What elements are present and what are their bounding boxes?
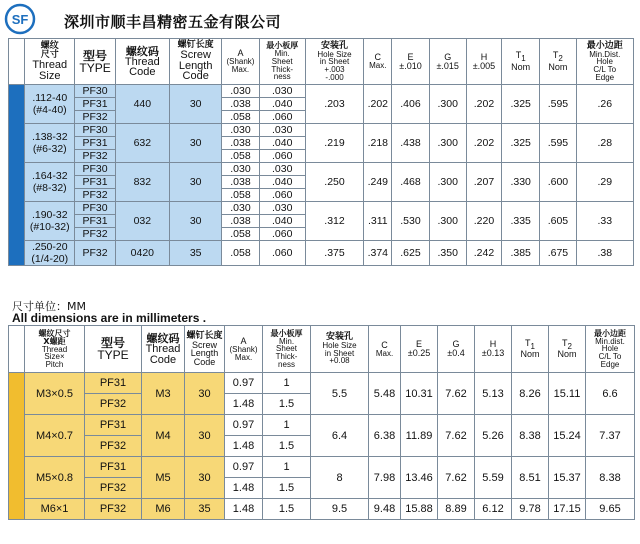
col-thread-size-pitch: 螺纹尺寸 X螺距 Thread Size× Pitch bbox=[25, 326, 85, 373]
code-cell: M4 bbox=[142, 415, 185, 457]
type-cell: PF32 bbox=[75, 111, 115, 124]
col-min-edge: 最小边距 Min.Dist. Hole C/L To Edge bbox=[576, 39, 633, 85]
company-name: 深圳市顺丰昌精密五金有限公司 bbox=[64, 13, 282, 31]
min-sheet-cell: .040 bbox=[259, 176, 305, 189]
a-shank-cell: 0.97 bbox=[225, 457, 263, 478]
min-sheet-cell: .060 bbox=[259, 241, 305, 266]
edge-cell: .29 bbox=[576, 163, 633, 202]
edge-cell: 8.38 bbox=[586, 457, 635, 499]
c-cell: 9.48 bbox=[369, 499, 401, 520]
t1-cell: .325 bbox=[502, 85, 540, 124]
type-cell: PF30 bbox=[75, 202, 115, 215]
type-cell: PF31 bbox=[85, 415, 142, 436]
h-cell: .202 bbox=[466, 124, 501, 163]
thread-size-line: (#6-32) bbox=[32, 143, 67, 155]
h-cell: 5.26 bbox=[475, 415, 512, 457]
logo-text: SF bbox=[11, 12, 29, 27]
edge-cell: .33 bbox=[576, 202, 633, 241]
metric-side-label bbox=[9, 373, 25, 520]
c-cell: .202 bbox=[364, 85, 392, 124]
col-h: H ±0.13 bbox=[475, 326, 512, 373]
length-cell: 35 bbox=[185, 499, 225, 520]
thread-size-cell bbox=[25, 202, 75, 241]
a-shank-cell: 0.97 bbox=[225, 415, 263, 436]
t1-cell: 8.38 bbox=[512, 415, 549, 457]
table-row bbox=[9, 415, 635, 436]
type-cell: PF31 bbox=[75, 215, 115, 228]
col-e: E ±0.25 bbox=[401, 326, 438, 373]
h-cell: 5.59 bbox=[475, 457, 512, 499]
length-cell: 30 bbox=[185, 373, 225, 415]
thread-size-cell bbox=[25, 241, 75, 266]
col-hole-size: 安装孔 Hole Size in Sheet +0.08 bbox=[311, 326, 369, 373]
t1-cell: .335 bbox=[502, 202, 540, 241]
t2-cell: .595 bbox=[540, 124, 576, 163]
table-row bbox=[9, 499, 635, 520]
h-cell: .202 bbox=[466, 85, 501, 124]
t2-cell: .605 bbox=[540, 202, 576, 241]
min-sheet-cell: .030 bbox=[259, 85, 305, 98]
e-cell: 10.31 bbox=[401, 373, 438, 415]
edge-cell: .38 bbox=[576, 241, 633, 266]
h-cell: .220 bbox=[466, 202, 501, 241]
e-cell: 15.88 bbox=[401, 499, 438, 520]
t2-cell: .675 bbox=[540, 241, 576, 266]
edge-cell: 6.6 bbox=[586, 373, 635, 415]
min-sheet-cell: .060 bbox=[259, 150, 305, 163]
edge-cell: .28 bbox=[576, 124, 633, 163]
table-row bbox=[9, 202, 634, 215]
t1-cell: .325 bbox=[502, 124, 540, 163]
min-sheet-cell: 1 bbox=[263, 457, 311, 478]
min-sheet-cell: .040 bbox=[259, 215, 305, 228]
hole-cell: 5.5 bbox=[311, 373, 369, 415]
code-cell: M6 bbox=[142, 499, 185, 520]
hole-cell: .250 bbox=[305, 163, 363, 202]
thread-size-line: .250-20 bbox=[31, 241, 68, 253]
type-cell: PF32 bbox=[75, 150, 115, 163]
a-shank-cell: .038 bbox=[222, 98, 259, 111]
type-cell: PF32 bbox=[85, 499, 142, 520]
edge-cell: 9.65 bbox=[586, 499, 635, 520]
a-shank-cell: .058 bbox=[222, 241, 259, 266]
min-sheet-cell: 1 bbox=[263, 373, 311, 394]
g-cell: .300 bbox=[429, 124, 466, 163]
a-shank-cell: .030 bbox=[222, 85, 259, 98]
min-sheet-cell: 1.5 bbox=[263, 478, 311, 499]
min-sheet-cell: .030 bbox=[259, 124, 305, 137]
a-shank-cell: .038 bbox=[222, 176, 259, 189]
hole-cell: .312 bbox=[305, 202, 363, 241]
g-cell: .350 bbox=[429, 241, 466, 266]
hole-cell: 8 bbox=[311, 457, 369, 499]
thread-size-line: (#8-32) bbox=[32, 182, 67, 194]
t2-cell: 15.37 bbox=[549, 457, 586, 499]
col-type: 型号 TYPE bbox=[75, 39, 115, 85]
thread-size-cell: M4×0.7 bbox=[25, 415, 85, 457]
thread-size-cell bbox=[25, 124, 75, 163]
g-cell: 7.62 bbox=[438, 415, 475, 457]
c-cell: .218 bbox=[364, 124, 392, 163]
h-cell: 6.12 bbox=[475, 499, 512, 520]
e-cell: 11.89 bbox=[401, 415, 438, 457]
col-t2: $T_2$ Nom bbox=[540, 39, 576, 85]
a-shank-cell: 1.48 bbox=[225, 436, 263, 457]
metric-spec-table bbox=[8, 325, 635, 520]
a-shank-cell: .030 bbox=[222, 124, 259, 137]
type-cell: PF31 bbox=[75, 98, 115, 111]
unit-note-en: All dimensions are in millimeters . bbox=[12, 311, 207, 325]
t1-cell: .385 bbox=[502, 241, 540, 266]
col-t2: $T_2$ Nom bbox=[549, 326, 586, 373]
edge-cell: 7.37 bbox=[586, 415, 635, 457]
length-cell: 30 bbox=[185, 457, 225, 499]
col-min-sheet: 最小板厚 Min. Sheet Thick- ness bbox=[259, 39, 305, 85]
g-cell: 8.89 bbox=[438, 499, 475, 520]
e-cell: .406 bbox=[392, 85, 429, 124]
type-cell: PF32 bbox=[75, 228, 115, 241]
h-cell: 5.13 bbox=[475, 373, 512, 415]
hole-cell: .219 bbox=[305, 124, 363, 163]
thread-size-cell: M5×0.8 bbox=[25, 457, 85, 499]
e-cell: .530 bbox=[392, 202, 429, 241]
a-shank-cell: 1.48 bbox=[225, 394, 263, 415]
type-cell: PF32 bbox=[85, 394, 142, 415]
c-cell: .311 bbox=[364, 202, 392, 241]
metric-header-row bbox=[9, 326, 635, 373]
code-cell: M3 bbox=[142, 373, 185, 415]
a-shank-cell: .058 bbox=[222, 111, 259, 124]
page-header bbox=[0, 0, 640, 38]
col-thread-size: 螺纹 尺寸 Thread Size bbox=[25, 39, 75, 85]
col-c: C Max. bbox=[369, 326, 401, 373]
code-cell: 832 bbox=[115, 163, 169, 202]
a-shank-cell: .058 bbox=[222, 228, 259, 241]
type-cell: PF31 bbox=[75, 176, 115, 189]
min-sheet-cell: .040 bbox=[259, 137, 305, 150]
type-cell: PF32 bbox=[75, 241, 115, 266]
hole-cell: 9.5 bbox=[311, 499, 369, 520]
type-cell: PF30 bbox=[75, 124, 115, 137]
t2-cell: 17.15 bbox=[549, 499, 586, 520]
unified-header-row bbox=[9, 39, 634, 85]
min-sheet-cell: .030 bbox=[259, 202, 305, 215]
g-cell: 7.62 bbox=[438, 457, 475, 499]
a-shank-cell: 0.97 bbox=[225, 373, 263, 394]
type-cell: PF31 bbox=[85, 457, 142, 478]
thread-size-cell: M6×1 bbox=[25, 499, 85, 520]
a-shank-cell: .030 bbox=[222, 163, 259, 176]
unit-note-cn: 尺寸单位：MM bbox=[12, 300, 86, 313]
thread-size-line: (#10-32) bbox=[29, 221, 70, 233]
a-shank-cell: .038 bbox=[222, 137, 259, 150]
col-t1: $T_1$ Nom bbox=[512, 326, 549, 373]
col-t1: $T_1$ Nom bbox=[502, 39, 540, 85]
t1-cell: 9.78 bbox=[512, 499, 549, 520]
min-sheet-cell: .060 bbox=[259, 111, 305, 124]
min-sheet-cell: .030 bbox=[259, 163, 305, 176]
g-cell: .300 bbox=[429, 85, 466, 124]
t1-cell: 8.26 bbox=[512, 373, 549, 415]
table-row bbox=[9, 124, 634, 137]
e-cell: .468 bbox=[392, 163, 429, 202]
t2-cell: 15.11 bbox=[549, 373, 586, 415]
thread-size-line: .164-32 bbox=[31, 170, 68, 182]
col-thread-code: 螺纹码 Thread Code bbox=[142, 326, 185, 373]
col-min-edge: 最小边距 Min.dist. Hole C/L To Edge bbox=[586, 326, 635, 373]
table-row bbox=[9, 241, 634, 266]
code-cell: 0420 bbox=[115, 241, 169, 266]
table-row bbox=[9, 373, 635, 394]
thread-size-line: .112-40 bbox=[32, 92, 68, 104]
c-cell: .249 bbox=[364, 163, 392, 202]
col-c: C Max. bbox=[364, 39, 392, 85]
length-cell: 30 bbox=[170, 163, 222, 202]
unified-side-header bbox=[9, 39, 25, 85]
e-cell: .438 bbox=[392, 124, 429, 163]
g-cell: .300 bbox=[429, 163, 466, 202]
g-cell: 7.62 bbox=[438, 373, 475, 415]
code-cell: 632 bbox=[115, 124, 169, 163]
min-sheet-cell: .060 bbox=[259, 189, 305, 202]
thread-size-cell bbox=[25, 85, 75, 124]
length-cell: 30 bbox=[170, 124, 222, 163]
min-sheet-cell: 1.5 bbox=[263, 436, 311, 457]
min-sheet-cell: .040 bbox=[259, 98, 305, 111]
company-logo-icon bbox=[4, 3, 36, 35]
thread-size-line: .138-32 bbox=[31, 131, 68, 143]
min-sheet-cell: 1.5 bbox=[263, 499, 311, 520]
e-cell: .625 bbox=[392, 241, 429, 266]
thread-size-cell bbox=[25, 163, 75, 202]
col-a-shank: A (Shank) Max. bbox=[222, 39, 259, 85]
a-shank-cell: 1.48 bbox=[225, 478, 263, 499]
length-cell: 30 bbox=[170, 85, 222, 124]
col-min-sheet: 最小板厚 Min. Sheet Thick- ness bbox=[263, 326, 311, 373]
col-screw-length: 螺钉长度 Screw Length Code bbox=[170, 39, 222, 85]
h-cell: .242 bbox=[466, 241, 501, 266]
t1-cell: .330 bbox=[502, 163, 540, 202]
min-sheet-cell: 1 bbox=[263, 415, 311, 436]
table-row bbox=[9, 457, 635, 478]
code-cell: 032 bbox=[115, 202, 169, 241]
col-type: 型号 TYPE bbox=[85, 326, 142, 373]
t2-cell: .595 bbox=[540, 85, 576, 124]
h-cell: .207 bbox=[466, 163, 501, 202]
thread-size-line: .190-32 bbox=[31, 209, 68, 221]
a-shank-cell: .038 bbox=[222, 215, 259, 228]
code-cell: 440 bbox=[115, 85, 169, 124]
type-cell: PF30 bbox=[75, 163, 115, 176]
hole-cell: .375 bbox=[305, 241, 363, 266]
thread-size-cell: M3×0.5 bbox=[25, 373, 85, 415]
col-screw-length: 螺钉长度 Screw Length Code bbox=[185, 326, 225, 373]
type-cell: PF31 bbox=[85, 373, 142, 394]
col-h: H ±.005 bbox=[466, 39, 501, 85]
e-cell: 13.46 bbox=[401, 457, 438, 499]
length-cell: 30 bbox=[185, 415, 225, 457]
col-g: G ±.015 bbox=[429, 39, 466, 85]
type-cell: PF32 bbox=[85, 478, 142, 499]
edge-cell: .26 bbox=[576, 85, 633, 124]
a-shank-cell: 1.48 bbox=[225, 499, 263, 520]
type-cell: PF30 bbox=[75, 85, 115, 98]
c-cell: .374 bbox=[364, 241, 392, 266]
a-shank-cell: .058 bbox=[222, 189, 259, 202]
code-cell: M5 bbox=[142, 457, 185, 499]
col-thread-code: 螺纹码 Thread Code bbox=[115, 39, 169, 85]
length-cell: 30 bbox=[170, 202, 222, 241]
min-sheet-cell: 1.5 bbox=[263, 394, 311, 415]
min-sheet-cell: .060 bbox=[259, 228, 305, 241]
unified-side-label bbox=[9, 85, 25, 266]
g-cell: .300 bbox=[429, 202, 466, 241]
col-a-shank: A (Shank) Max. bbox=[225, 326, 263, 373]
t2-cell: .600 bbox=[540, 163, 576, 202]
col-hole-size: 安装孔 Hole Size in Sheet +.003 -.000 bbox=[305, 39, 363, 85]
table-row bbox=[9, 85, 634, 98]
c-cell: 6.38 bbox=[369, 415, 401, 457]
unified-spec-table bbox=[8, 38, 634, 266]
hole-cell: 6.4 bbox=[311, 415, 369, 457]
type-cell: PF31 bbox=[75, 137, 115, 150]
thread-size-line: (#4-40) bbox=[32, 104, 67, 116]
length-cell: 35 bbox=[170, 241, 222, 266]
a-shank-cell: .058 bbox=[222, 150, 259, 163]
col-e: E ±.010 bbox=[392, 39, 429, 85]
c-cell: 5.48 bbox=[369, 373, 401, 415]
type-cell: PF32 bbox=[85, 436, 142, 457]
t2-cell: 15.24 bbox=[549, 415, 586, 457]
a-shank-cell: .030 bbox=[222, 202, 259, 215]
metric-side-header bbox=[9, 326, 25, 373]
table-row bbox=[9, 163, 634, 176]
col-g: G ±0.4 bbox=[438, 326, 475, 373]
t1-cell: 8.51 bbox=[512, 457, 549, 499]
hole-cell: .203 bbox=[305, 85, 363, 124]
type-cell: PF32 bbox=[75, 189, 115, 202]
thread-size-line: (1/4-20) bbox=[31, 253, 69, 265]
c-cell: 7.98 bbox=[369, 457, 401, 499]
